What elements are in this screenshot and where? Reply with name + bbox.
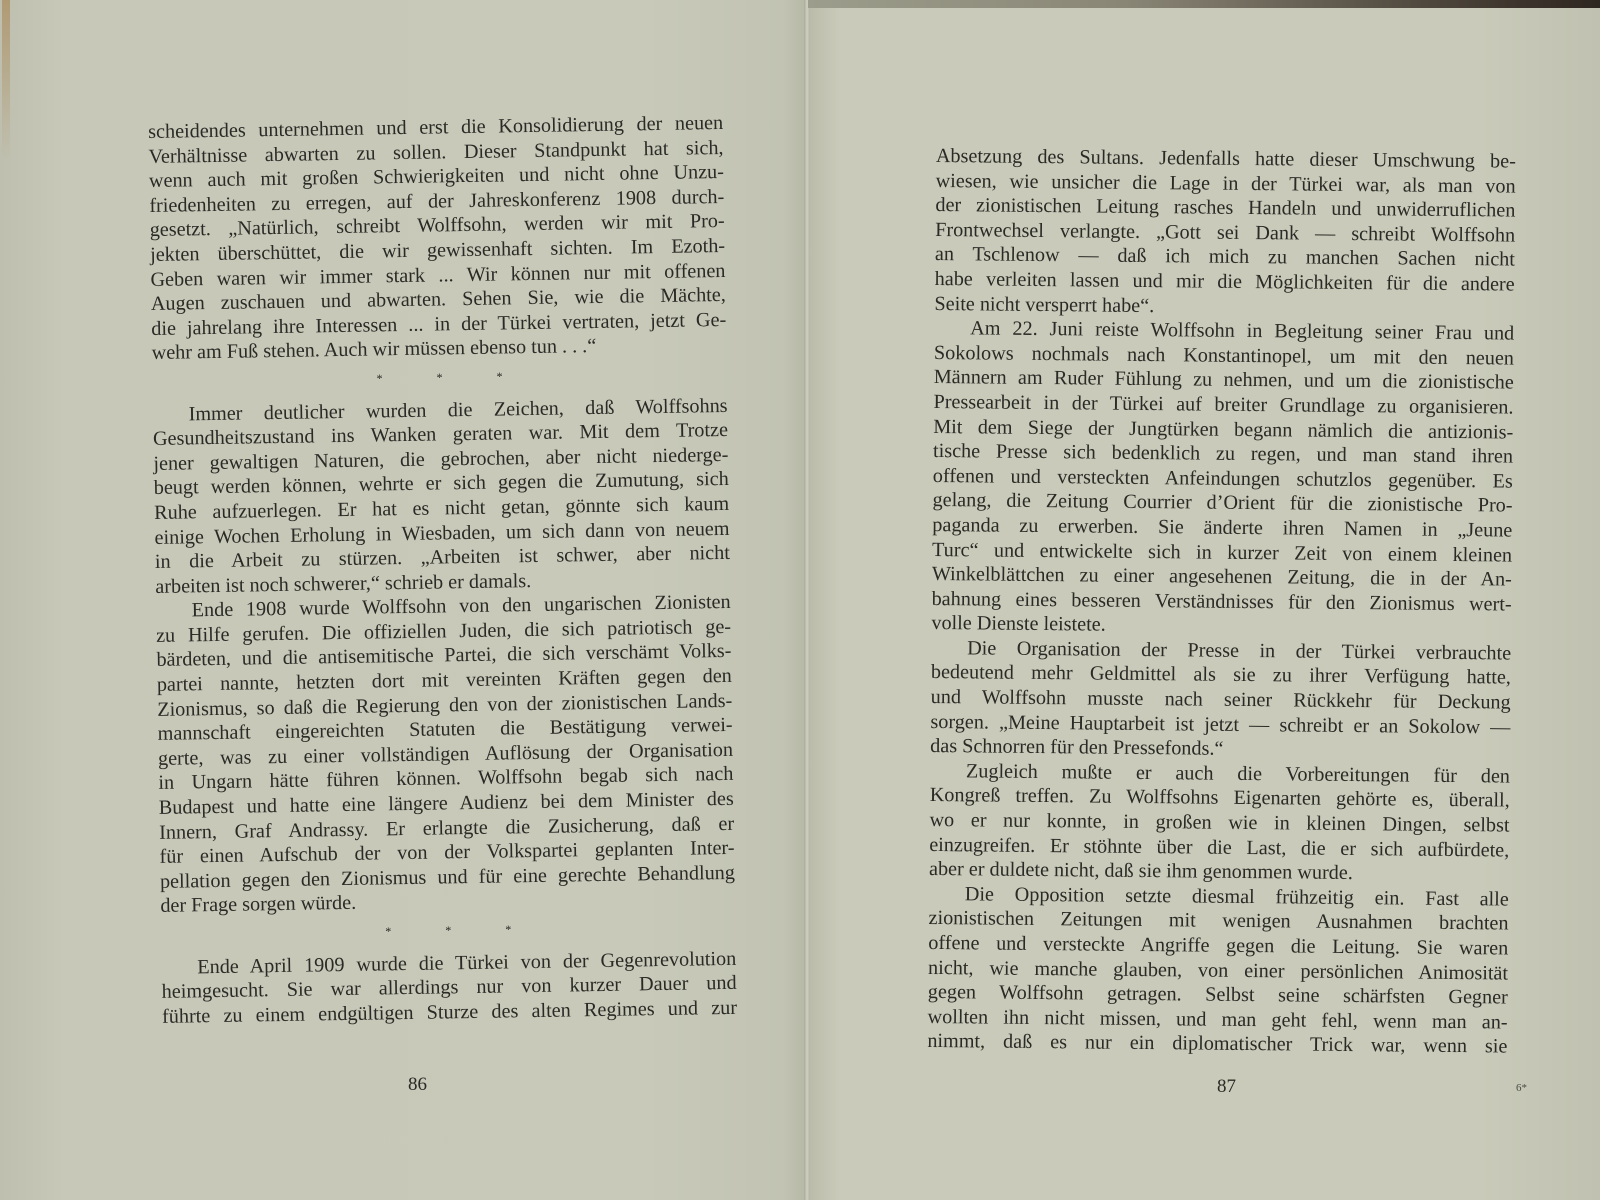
text-line: Gesundheitszustand ins Wanken geraten war. Mit dem Trotze (152, 419, 729, 451)
text-line: Am 22. Juni reiste Wolffsohn in Begleitung seiner Frau und (970, 317, 1515, 345)
text-line: einzugreifen. Er stöhnte über die Last, die er sich aufbürdete, (929, 833, 1510, 862)
text-line: offenen und versteckten Anfeindungen schutzlos gegenüber. Es (932, 464, 1513, 493)
text-line: Innern, Graf Andrassy. Er erlangte die Zusicherung, daß er (159, 812, 735, 844)
text-line: gerte, was zu einer vollständigen Auflösung der Organisation (157, 738, 734, 770)
text-line: der zionistischen Leitung rasches Handeln und unwiderruflichen (935, 194, 1516, 222)
text-line: Kongreß treffen. Zu Wolffsohns Eigenarten gehörte es, überall, (929, 784, 1510, 812)
text-line: einige Wochen Erholung in Wiesbaden, um sich dann von neuem (154, 517, 730, 549)
page-stain (2, 0, 10, 160)
text-line: pellation gegen den Zionismus und für eine gerechte Behandlung (159, 861, 736, 893)
text-line: Geben waren wir immer stark ... Wir können nur mit offenen (150, 259, 726, 291)
text-line: paganda zu erwerben. Sie änderte ihren Namen in „Jeune (932, 513, 1513, 542)
text-line: Frontwechsel verlangte. „Gott sei Dank — schreibt Wolffsohn (935, 218, 1516, 247)
text-line: und Wolffsohn musste nach seiner Rückkehr für Deckung (930, 686, 1511, 714)
text-line: habe verleiten lassen und mir die Möglichkeiten für die andere (934, 267, 1515, 296)
signature-mark: 6* (1516, 1082, 1527, 1094)
text-line: Männern am Ruder Fühlung zu nehmen, und um die zionistische (933, 366, 1514, 394)
asterisk-icon: * (445, 923, 452, 938)
text-line: für einen Aufschub der von der Volkspartei geplanten Inter- (159, 837, 735, 869)
text-line: Zugleich mußte er auch die Vorbereitungen für den (965, 760, 1511, 788)
text-line: gelang, die Zeitung Courrier d’Orient für die zionistische Pro- (932, 489, 1513, 517)
paragraph (152, 393, 730, 599)
text-line: aber er duldete nicht, daß sie ihm genommen wurde. (928, 858, 1353, 885)
text-line: Budapest und hatte eine längere Audienz bei dem Minister des (158, 787, 734, 819)
text-line: Ende April 1909 wurde die Türkei von der Gegenrevolution (197, 947, 737, 978)
asterisk-icon: * (496, 369, 503, 384)
text-line: Verhältnisse abwarten zu sollen. Dieser Standpunkt hat sich, (148, 136, 724, 168)
text-line: partei nannte, hetzten dort mit vereinten Kräften gegen den (156, 664, 732, 696)
text-line: wollten ihn nicht missen, und man geht fehl, wenn man an- (927, 1005, 1508, 1034)
asterisk-icon: * (505, 922, 512, 937)
text-line: beugt werden können, wehrte er sich gegen die Zumutung, sich (153, 468, 729, 500)
text-line: gesetzt. „Natürlich, schreibt Wolffsohn, werden wir mit Pro- (149, 210, 725, 242)
text-line: friedenheiten zu erregen, auf der Jahreskonferenz 1908 durch- (149, 185, 725, 217)
text-line: in die Arbeit zu stürzen. „Arbeiten ist schwer, aber nicht (154, 542, 731, 574)
text-line: Augen zuschauen und abwarten. Sehen Sie, wie die Mächte, (150, 284, 726, 316)
page-top-edge (808, 0, 1600, 8)
page-number-right: 87 (1217, 1076, 1236, 1097)
text-line: jekten überschüttet, die wir gewissenhaft sichten. Im Ezoth- (149, 234, 726, 266)
text-line: Mit dem Siege der Jungtürken begann nämlich die antizionis- (933, 415, 1514, 444)
book-gutter (804, 0, 810, 1200)
text-line: wiesen, wie unsicher die Lage in der Türkei war, als man von (935, 169, 1516, 198)
paragraph (934, 144, 1516, 322)
text-line: wehr am Fuß stehen. Auch wir müssen ebenso tun . . .“ (151, 335, 597, 365)
paragraph (930, 636, 1511, 765)
text-line: bahnung eines besseren Verständnisses für den Zionismus wert- (931, 587, 1512, 616)
right-page-text (927, 144, 1516, 1059)
text-line: gegen Wolffsohn getragen. Selbst seine schärfsten Gegner (927, 981, 1508, 1009)
text-line: offene und versteckte Angriffe gegen die Leitung. Sie waren (928, 931, 1509, 960)
text-line: Immer deutlicher wurden die Zeichen, daß Wolffsohns (188, 394, 728, 425)
paragraph (156, 590, 736, 919)
text-line: Seite nicht versperrt habe“. (934, 292, 1155, 317)
left-page-text (148, 111, 737, 1029)
text-line: heimgesucht. Sie war allerdings nur von kurzer Dauer und (161, 972, 737, 1004)
text-line: führte zu einem endgültigen Sturze des alten Regimes und zur (161, 996, 738, 1028)
section-separator (161, 914, 736, 948)
text-line: jener gewaltigen Naturen, die gebrochen, aber nicht niederge- (153, 443, 729, 475)
text-line: volle Dienste leistete. (931, 612, 1106, 636)
text-line: das Schnorren für den Pressefonds.“ (930, 735, 1224, 761)
text-line: sorgen. „Meine Hauptarbeit ist jetzt — schreibt er an Sokolow — (930, 710, 1511, 739)
asterisk-icon: * (376, 371, 383, 386)
text-line: wenn auch mit großen Schwierigkeiten und nicht ohne Unzu- (148, 161, 725, 193)
paragraph (148, 111, 727, 366)
text-line: Ruhe aufzuerlegen. Er hat es nicht getan, gönnte sich kaum (153, 492, 730, 524)
text-line: zionistischen Zeitungen mit wenigen Ausnahmen brachten (928, 907, 1509, 935)
text-line: nicht, wie manche glauben, von einer persönlichen Animosität (927, 956, 1509, 985)
text-line: Pressearbeit in der Türkei auf breiter Grundlage zu organisieren. (933, 390, 1514, 419)
asterisk-icon: * (436, 370, 443, 385)
paragraph (161, 946, 737, 1029)
text-line: bedeutend mehr Geldmittel als sie zu ihrer Verfügung hatte, (930, 661, 1512, 690)
text-line: mannschaft eingereichten Statuten die Bestätigung verwei- (157, 714, 733, 746)
text-line: in Ungarn hätte führen können. Wolffsohn begab sich nach (158, 763, 734, 795)
text-line: zu Hilfe gerufen. Die offiziellen Juden, die sich patriotisch ge- (155, 615, 732, 647)
text-line: tische Presse sich bedenklich zu regen, und man stand ihren (932, 440, 1514, 468)
paragraph (927, 882, 1509, 1060)
text-line: arbeiten ist noch schwerer,“ schrieb er damals. (155, 569, 532, 598)
text-line: an Tschlenow — daß ich mich zu manchen Sachen nicht (934, 243, 1516, 271)
text-line: Die Opposition setzte diesmal frühzeitig ein. Fast alle (964, 883, 1509, 911)
paragraph (929, 759, 1510, 888)
text-line: Die Organisation der Presse in der Türkei verbrauchte (967, 637, 1512, 665)
text-line: Winkelblättchen zu einer angesehenen Zeitung, die in der An- (931, 563, 1512, 591)
text-line: Zionismus, so daß die Regierung den von der zionistischen Lands- (157, 689, 733, 721)
paragraph (931, 316, 1514, 641)
text-line: bärdeten, und die antisemitische Partei, die sich verschämt Volks- (156, 640, 732, 672)
text-line: nimmt, daß es nur ein diplomatischer Trick war, wenn sie (927, 1030, 1508, 1058)
text-line: wo er nur konnte, in großen wie in kleinen Dingen, selbst (929, 809, 1510, 837)
text-line: Absetzung des Sultans. Jedenfalls hatte dieser Umschwung be- (935, 144, 1516, 173)
text-line: Turc“ und entwickelte sich in kurzer Zeit von einem kleinen (932, 538, 1513, 567)
text-line: Sokolows nochmals nach Konstantinopel, um mit den neuen (933, 341, 1515, 370)
text-line: der Frage sorgen würde. (160, 892, 357, 918)
section-separator (152, 361, 727, 395)
text-line: die jahrelang ihre Interessen ... in der Türkei vertraten, jetzt Ge- (151, 308, 727, 340)
asterisk-icon: * (385, 924, 392, 939)
text-line: scheidendes unternehmen und erst die Konsolidierung der neuen (148, 111, 724, 143)
page-number-left: 86 (408, 1074, 427, 1095)
text-line: Ende 1908 wurde Wolffsohn von den ungarischen Zionisten (191, 591, 731, 622)
